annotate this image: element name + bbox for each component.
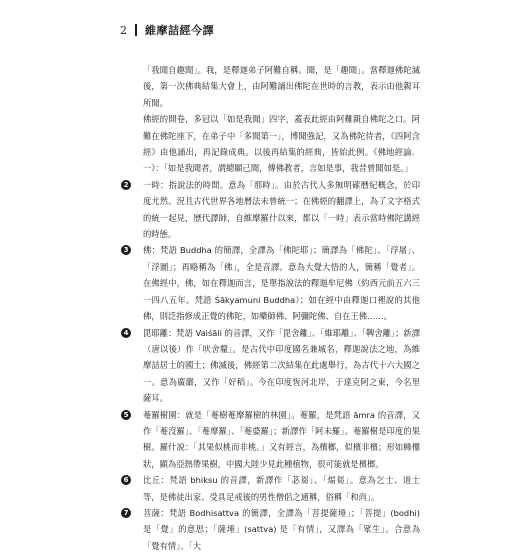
note-text: 菴羅樹園：就是「菴樹菴摩羅樹的林園」。菴羅，是梵語 āmra 的音譯，又作「菴沒羅」、「菴摩羅」、「菴婆羅」；新譯作「阿末羅」。菴羅樹是印度的果樹。羅什說：「其果似桃而非桃。」又有經言，為檳榔，似檳非檳；形如櫞樓狀，顯為亞熱帶果樹，中國大陸少見此種植物，很可能就是檳榔。 (143, 409, 420, 469)
annotation-note (120, 242, 420, 324)
body-paragraph: 佛經的開卷，多冠以「如是我聞」四字，蓋表此經由阿難親自佛陀之口。阿難在佛陀座下，在弟子中「多聞第一」，博聞強記，又為佛陀侍者，《四阿含經》由他誦出，再記錄成典。以後再結集的經典，皆始此例。《佛地經論．一》：「如是我聞者，謂總顯己聞，傳佛教者，言如是事，我昔曾聞如是。」 (143, 114, 420, 174)
page-number: 2 (120, 23, 127, 37)
body-paragraph: 「我聞自趣聞」。我，是釋迦弟子阿難自稱。聞，是「趣聞」。當釋迦佛陀滅後，第一次佛典結集大會上，由阿難誦出佛陀在世時的言教，表示由他親耳所聞。 (143, 65, 420, 108)
note-number-badge: 4 (121, 328, 131, 338)
note-number-badge: 5 (121, 410, 131, 420)
annotation-note (120, 472, 420, 505)
note-text: 佛：梵語 Buddha 的簡譯，全譯為「佛陀耶」；簡譯為「佛陀」、「浮屠」、「浮圖」；再略稱為「佛」，全是音譯。意為大覺大悟的人，簡稱「覺者」。在佛經中，佛，如在釋迦而言，是單指說法的釋迦牟尼佛（約西元前五六三一四八五年。梵語 Śākyamuni Buddha）；如在經中由釋迦口裡說的其他佛，則泛指修成正覺的佛陀，如藥師佛、阿彌陀佛、自在王佛……。 (143, 245, 420, 322)
annotation-note (120, 407, 420, 473)
note-number-badge: 7 (121, 508, 131, 518)
header-divider (135, 24, 137, 36)
note-text: 毘耶離：梵語 Vaiśāli 的音譯，又作「毘舍離」、「維耶離」、「鞞舍離」；新譯（唐以後）作「吠舍釐」。是古代中印度國名兼城名，釋迦說法之地，為維摩詰居士的國土；佛滅後，佛經第二次結集在此處舉行，為古代十六大國之一。意為廣嚴，又作「好稻」。今在印度恆河北岸，于達克阿之東，今名里薩耳。 (143, 327, 420, 404)
note-number-badge: 3 (121, 245, 131, 255)
note-number-badge: 2 (121, 180, 131, 190)
running-header (120, 22, 214, 38)
note-text: 比丘：梵語 bhiksu 的音譯，新譯作「苾芻」、「煏芻」。意為乞士、道士等，是佛徒出家、受具足戒後的男性僧侶之通稱，俗稱「和尚」。 (143, 475, 420, 502)
annotation-note (120, 325, 420, 407)
note-number-badge: 6 (121, 475, 131, 485)
note-text: 菩薩：梵語 Bodhisattva 的簡譯，全譯為「菩提薩埵」；「菩提」(bodhi) 是「覺」的意思；「薩埵」(sattva) 是「有情」，又譯為「眾生」。合意為「覺有情」、「大 (143, 507, 420, 551)
annotation-note (120, 177, 420, 243)
book-title: 維摩詰經今譯 (145, 24, 214, 37)
note-text: 一時：指說法的時間。意為「那時」。由於古代人多無明確曆紀概念，於印度尤然。況且古代世界各地曆法未曾統一；在佛經的翻譯上，為了文字格式的統一起見，歷代譯師，自維摩羅什以來，都以「一時」表示當時佛陀講經的時態。 (143, 179, 420, 240)
annotation-note (120, 505, 420, 554)
page-body (120, 62, 420, 554)
